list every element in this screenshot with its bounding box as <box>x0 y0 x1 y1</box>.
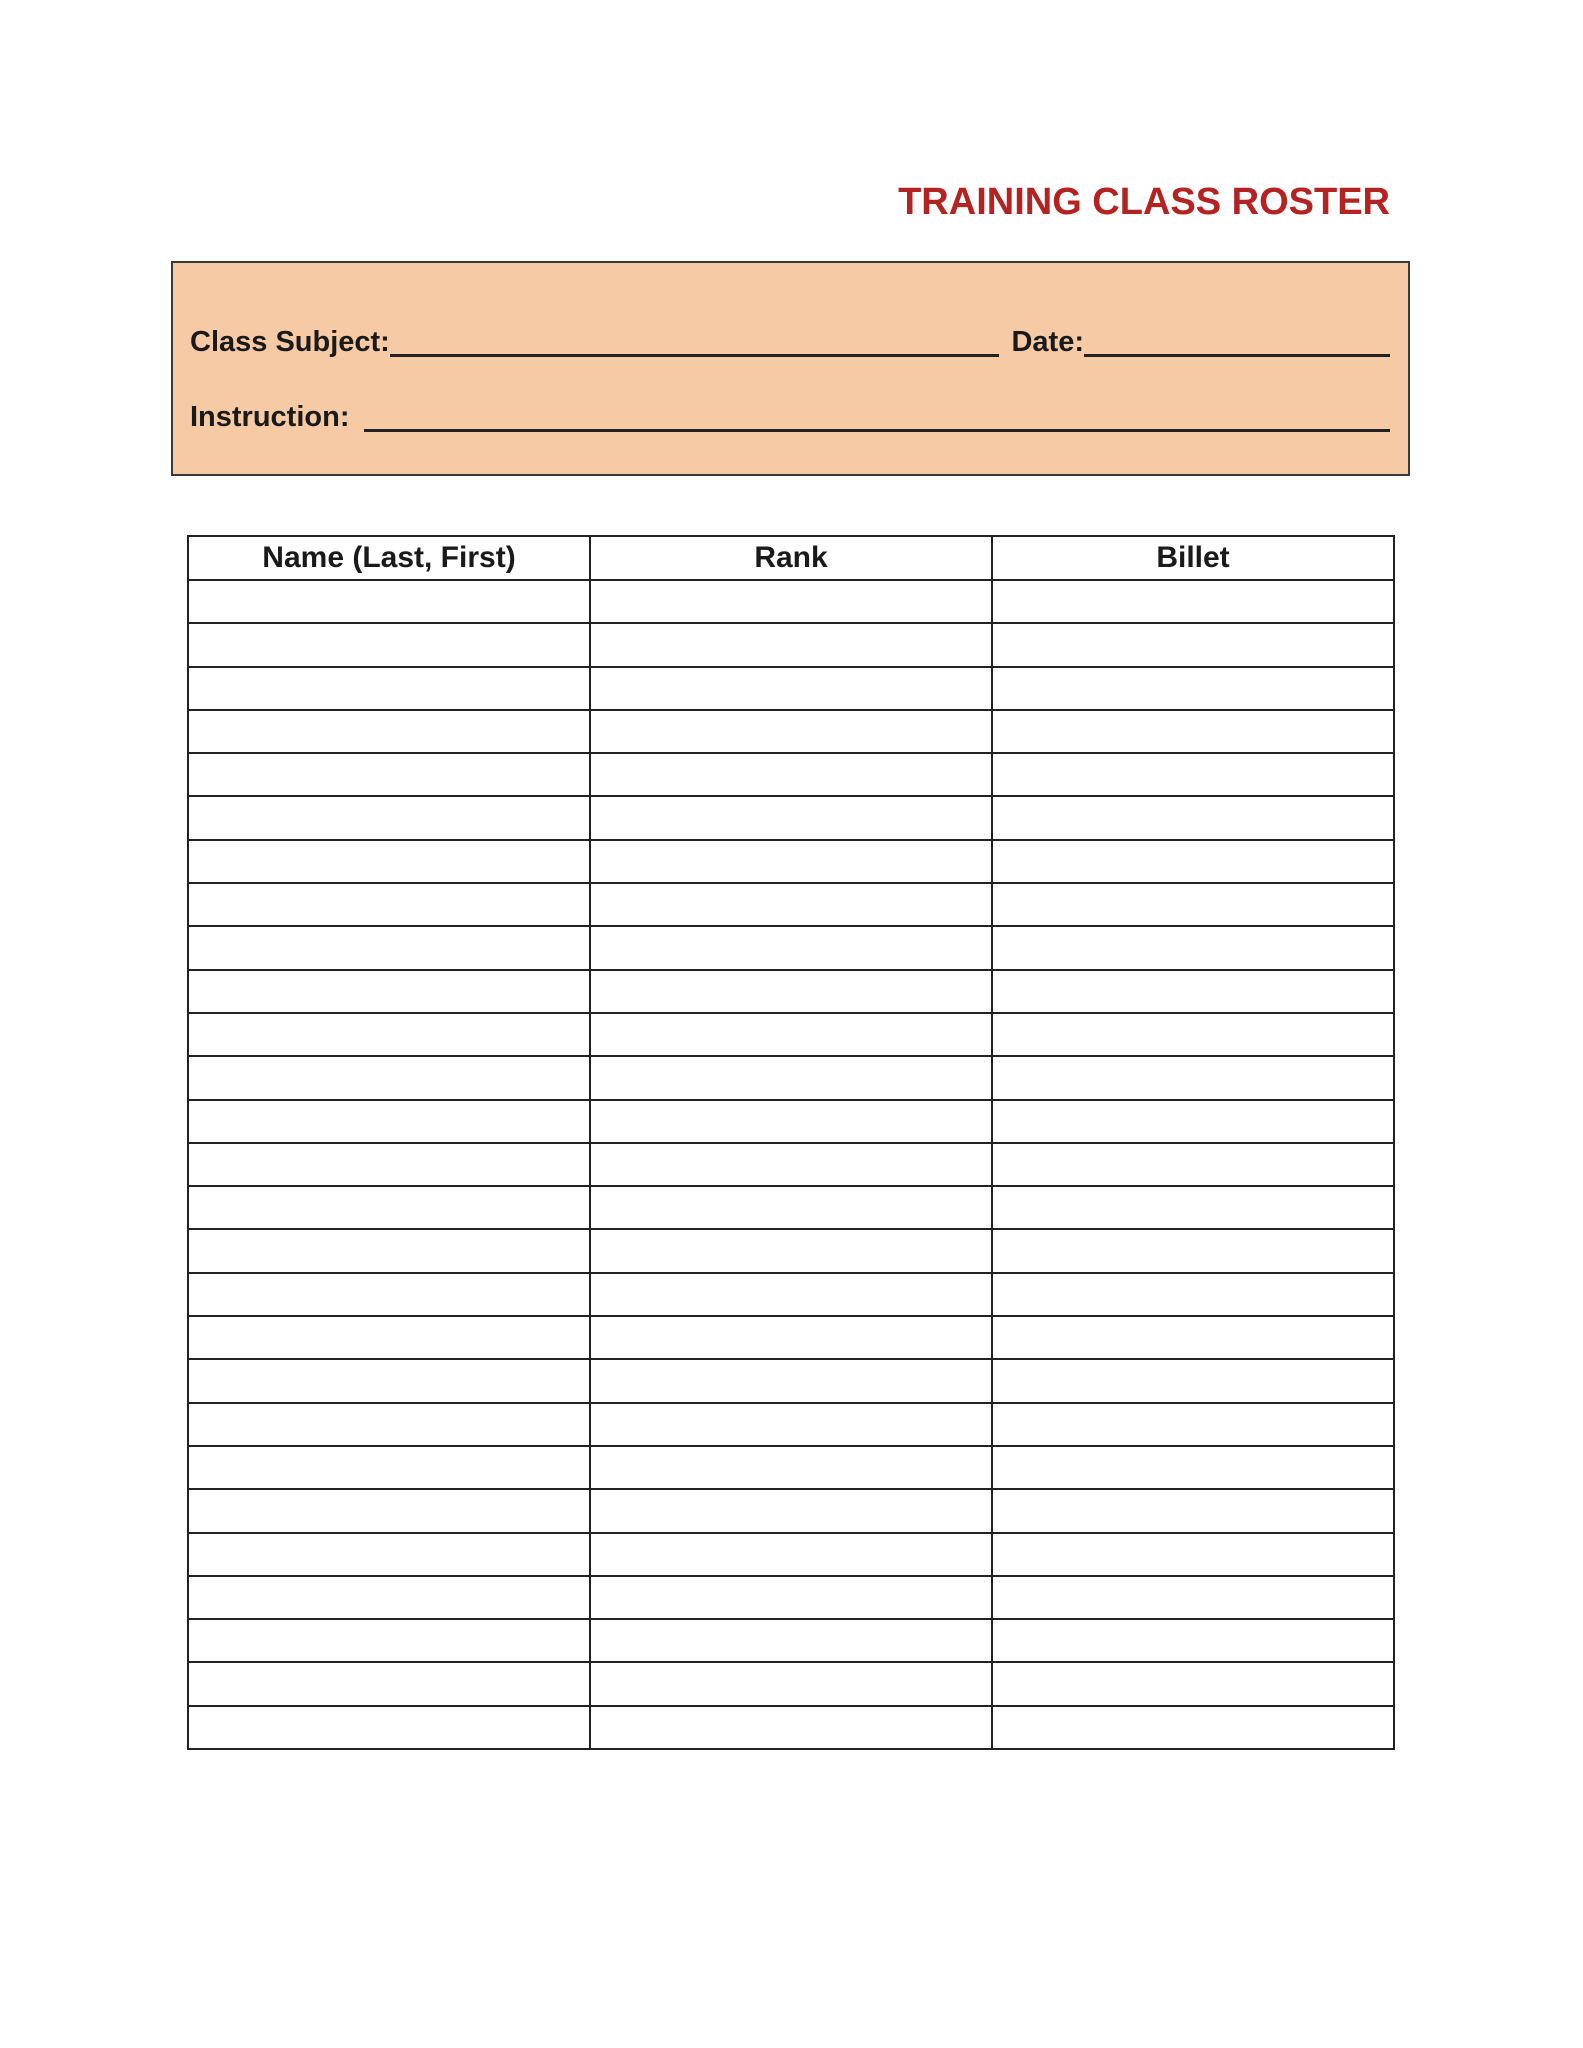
roster-cell-name <box>188 1576 590 1619</box>
table-row <box>188 667 1394 710</box>
roster-cell-rank <box>590 753 992 796</box>
roster-cell-name <box>188 623 590 666</box>
class-subject-blank-line <box>390 354 1000 357</box>
table-row <box>188 1403 1394 1446</box>
roster-cell-name <box>188 1489 590 1532</box>
table-header-row <box>188 536 1394 580</box>
header-panel <box>171 261 1410 476</box>
table-row <box>188 840 1394 883</box>
roster-cell-rank <box>590 1662 992 1705</box>
table-row <box>188 1316 1394 1359</box>
roster-cell-rank <box>590 1706 992 1749</box>
column-header-billet: Billet <box>992 536 1394 580</box>
roster-cell-name <box>188 1100 590 1143</box>
table-row <box>188 970 1394 1013</box>
column-header-name: Name (Last, First) <box>188 536 590 580</box>
roster-cell-billet <box>992 1489 1394 1532</box>
class-subject-label: Class Subject: <box>190 326 390 358</box>
table-row <box>188 1013 1394 1056</box>
roster-cell-billet <box>992 1100 1394 1143</box>
roster-cell-rank <box>590 796 992 839</box>
roster-cell-billet <box>992 1316 1394 1359</box>
table-row <box>188 883 1394 926</box>
roster-cell-billet <box>992 753 1394 796</box>
table-row <box>188 1619 1394 1662</box>
table-row <box>188 926 1394 969</box>
instruction-row <box>190 398 1390 436</box>
roster-cell-name <box>188 840 590 883</box>
roster-cell-name <box>188 796 590 839</box>
roster-cell-name <box>188 710 590 753</box>
roster-cell-billet <box>992 1619 1394 1662</box>
roster-cell-rank <box>590 1316 992 1359</box>
roster-cell-billet <box>992 1273 1394 1316</box>
roster-cell-billet <box>992 1662 1394 1705</box>
table-row <box>188 1446 1394 1489</box>
roster-cell-rank <box>590 1229 992 1272</box>
roster-cell-name <box>188 1186 590 1229</box>
table-row <box>188 1273 1394 1316</box>
roster-cell-rank <box>590 1143 992 1186</box>
roster-cell-billet <box>992 667 1394 710</box>
table-row <box>188 1143 1394 1186</box>
roster-cell-billet <box>992 1359 1394 1402</box>
instruction-blank-line <box>364 429 1391 432</box>
roster-cell-billet <box>992 1533 1394 1576</box>
roster-cell-billet <box>992 1143 1394 1186</box>
roster-cell-billet <box>992 1013 1394 1056</box>
roster-cell-billet <box>992 840 1394 883</box>
roster-cell-name <box>188 580 590 623</box>
table-row <box>188 1229 1394 1272</box>
roster-cell-name <box>188 1619 590 1662</box>
table-row <box>188 580 1394 623</box>
roster-cell-rank <box>590 667 992 710</box>
roster-cell-name <box>188 1359 590 1402</box>
table-row <box>188 796 1394 839</box>
table-row <box>188 1359 1394 1402</box>
roster-cell-rank <box>590 1359 992 1402</box>
roster-cell-rank <box>590 1056 992 1099</box>
roster-cell-billet <box>992 710 1394 753</box>
table-row <box>188 1662 1394 1705</box>
table-row <box>188 1706 1394 1749</box>
roster-cell-rank <box>590 1273 992 1316</box>
table-row <box>188 1100 1394 1143</box>
roster-table <box>187 535 1395 1750</box>
roster-cell-name <box>188 1013 590 1056</box>
roster-cell-billet <box>992 796 1394 839</box>
roster-cell-billet <box>992 1186 1394 1229</box>
roster-cell-name <box>188 753 590 796</box>
class-subject-row <box>190 323 1390 361</box>
roster-cell-billet <box>992 926 1394 969</box>
roster-cell-rank <box>590 1446 992 1489</box>
date-label: Date: <box>1011 326 1084 358</box>
roster-cell-name <box>188 1316 590 1359</box>
table-row <box>188 753 1394 796</box>
table-row <box>188 1489 1394 1532</box>
roster-cell-name <box>188 1706 590 1749</box>
roster-cell-rank <box>590 1533 992 1576</box>
roster-cell-billet <box>992 1056 1394 1099</box>
roster-cell-name <box>188 1662 590 1705</box>
roster-cell-name <box>188 926 590 969</box>
roster-cell-rank <box>590 970 992 1013</box>
roster-cell-billet <box>992 970 1394 1013</box>
roster-cell-billet <box>992 883 1394 926</box>
roster-cell-billet <box>992 1706 1394 1749</box>
roster-cell-billet <box>992 1576 1394 1619</box>
roster-cell-rank <box>590 1013 992 1056</box>
table-row <box>188 1186 1394 1229</box>
roster-cell-rank <box>590 1186 992 1229</box>
roster-cell-rank <box>590 1576 992 1619</box>
roster-cell-name <box>188 1446 590 1489</box>
roster-cell-name <box>188 1143 590 1186</box>
roster-cell-name <box>188 667 590 710</box>
roster-cell-rank <box>590 710 992 753</box>
roster-cell-rank <box>590 926 992 969</box>
roster-cell-rank <box>590 840 992 883</box>
page-title: TRAINING CLASS ROSTER <box>898 181 1390 223</box>
roster-cell-billet <box>992 1403 1394 1446</box>
roster-cell-billet <box>992 1446 1394 1489</box>
column-header-rank: Rank <box>590 536 992 580</box>
instruction-label: Instruction: <box>190 401 350 433</box>
table-row <box>188 710 1394 753</box>
roster-cell-rank <box>590 1489 992 1532</box>
roster-cell-name <box>188 1056 590 1099</box>
table-row <box>188 623 1394 666</box>
roster-cell-billet <box>992 1229 1394 1272</box>
table-row <box>188 1576 1394 1619</box>
table-row <box>188 1533 1394 1576</box>
roster-cell-billet <box>992 623 1394 666</box>
roster-cell-rank <box>590 883 992 926</box>
roster-cell-name <box>188 1273 590 1316</box>
roster-cell-name <box>188 883 590 926</box>
roster-cell-rank <box>590 623 992 666</box>
roster-cell-name <box>188 1403 590 1446</box>
table-row <box>188 1056 1394 1099</box>
roster-cell-billet <box>992 580 1394 623</box>
roster-cell-name <box>188 1533 590 1576</box>
roster-cell-name <box>188 970 590 1013</box>
roster-cell-rank <box>590 1619 992 1662</box>
roster-cell-rank <box>590 1100 992 1143</box>
date-blank-line <box>1084 354 1390 357</box>
roster-cell-name <box>188 1229 590 1272</box>
roster-cell-rank <box>590 580 992 623</box>
roster-cell-rank <box>590 1403 992 1446</box>
